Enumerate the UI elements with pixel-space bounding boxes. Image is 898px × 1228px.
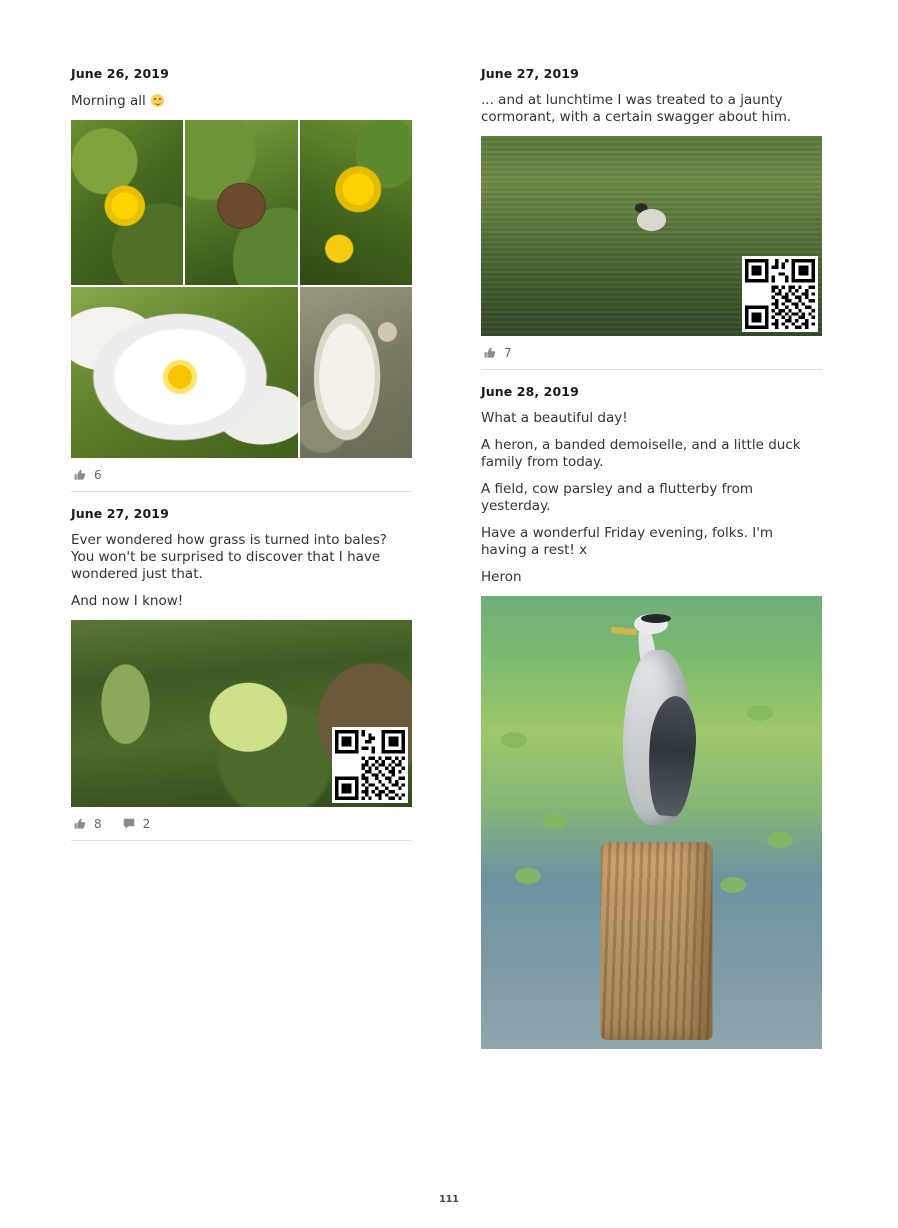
- column-right: [481, 66, 822, 1049]
- post-paragraph: ... and at lunchtime I was treated to a jaunty cormorant, with a certain swagger about him.: [481, 92, 792, 125]
- photo-heron-on-stump: [481, 596, 822, 1049]
- post-2019-06-28: [481, 384, 822, 1049]
- qr-code: [332, 727, 408, 803]
- reaction-bar: [481, 336, 822, 370]
- thumbs-up-icon: [73, 817, 87, 831]
- reaction-thumbs-up[interactable]: [483, 346, 512, 360]
- qr-code: [742, 256, 818, 332]
- post-paragraph-text: Morning all: [71, 93, 151, 109]
- page-number: 111: [439, 1194, 459, 1205]
- post-2019-06-27-cormorant: [481, 66, 822, 370]
- post-paragraph: Ever wondered how grass is turned into bales? You won't be surprised to discover that I have wondered just that.: [71, 532, 387, 582]
- reaction-thumbs-up[interactable]: [73, 468, 102, 482]
- reaction-count: 8: [94, 817, 102, 831]
- collage-flowers-butterfly: [71, 120, 412, 458]
- comment-icon: [122, 817, 136, 831]
- reaction-bar: [71, 807, 412, 841]
- photo-white-rose: [71, 287, 298, 458]
- post-caption: Heron: [481, 569, 522, 585]
- reaction-count: 6: [94, 468, 102, 482]
- post-paragraph: A heron, a banded demoiselle, and a little duck family from today.: [481, 437, 801, 470]
- post-paragraph: Have a wonderful Friday evening, folks. I'm having a rest! x: [481, 525, 774, 558]
- reaction-count: 2: [142, 817, 151, 831]
- post-paragraph: [71, 92, 412, 110]
- smiley-face-icon: [151, 94, 164, 107]
- post-paragraph: A field, cow parsley and a flutterby from yesterday.: [481, 481, 754, 514]
- photo-lake-cormorant-with-qr: [481, 136, 822, 336]
- post-date: June 28, 2019: [481, 384, 579, 399]
- reaction-count: 7: [504, 346, 512, 360]
- thumbs-up-icon: [73, 468, 87, 482]
- photo-yellow-flower-2: [300, 120, 412, 285]
- reaction-bar: [71, 458, 412, 492]
- photo-butterfly: [185, 120, 297, 285]
- thumbs-up-icon: [483, 346, 497, 360]
- reaction-thumbs-up[interactable]: [73, 817, 102, 831]
- post-2019-06-26: [71, 66, 412, 492]
- post-2019-06-27-bales: [71, 506, 412, 841]
- post-date: June 27, 2019: [481, 66, 579, 81]
- post-paragraph: What a beautiful day!: [481, 410, 628, 426]
- photo-fallen-petal: [300, 287, 412, 458]
- reaction-comment[interactable]: [122, 817, 151, 831]
- column-left: [71, 66, 412, 855]
- post-paragraph: And now I know!: [71, 593, 184, 609]
- post-date: June 27, 2019: [71, 506, 169, 521]
- photo-woodland-with-qr: [71, 620, 412, 807]
- post-date: June 26, 2019: [71, 66, 169, 81]
- photo-yellow-flower-1: [71, 120, 183, 285]
